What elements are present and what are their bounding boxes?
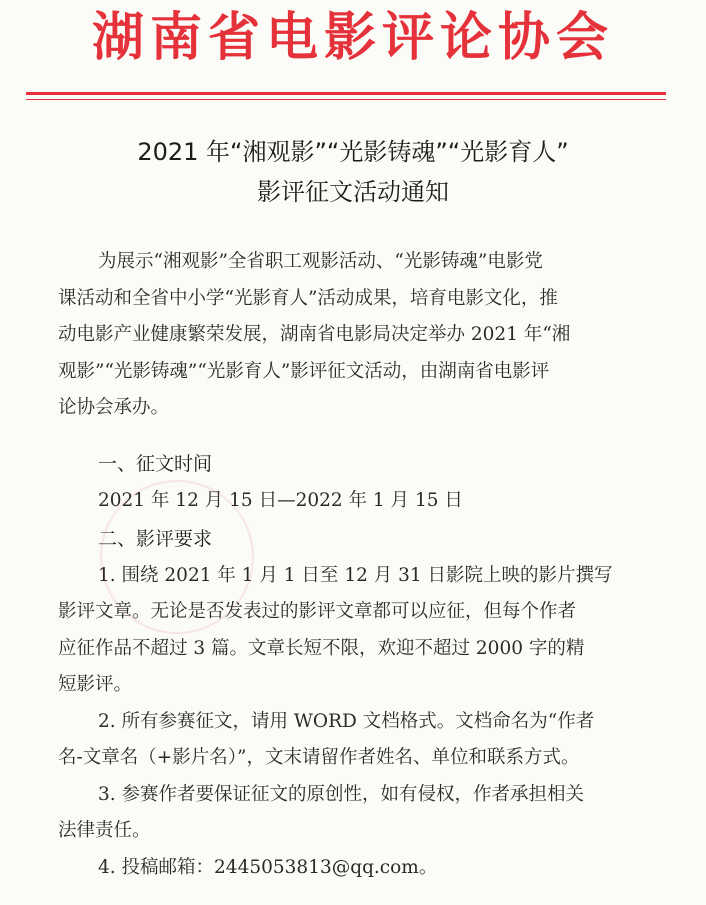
requirement-item2-line: 名-文章名（+影片名）”，文末请留作者姓名、单位和联系方式。 [58,747,580,768]
section-time-content: 2021 年 12 月 15 日—2022 年 1 月 15 日 [98,489,463,511]
document-title-line2: 影评征文活动通知 [257,178,449,206]
requirement-item2-line: 2. 所有参赛征文，请用 WORD 文档格式。文档命名为“作者 [98,710,595,732]
intro-line: 动电影产业健康繁荣发展，湖南省电影局决定举办 2021 年“湘 [58,324,571,345]
requirement-item1-line: 短影评。 [58,674,133,695]
letterhead-title: 湖南省电影评论协会 [91,8,614,68]
letterhead-rule-thin [26,99,666,100]
intro-line: 观影”“光影铸魂”“光影育人”影评征文活动，由湖南省电影评 [58,360,550,382]
section-requirements [58,521,658,886]
requirement-item3-line: 法律责任。 [58,820,151,841]
intro-line: 为展示“湘观影”全省职工观影活动、“光影铸魂”电影党 [98,251,543,272]
requirement-item4-email: 4. 投稿邮箱：2445053813@qq.com。 [98,856,438,878]
requirement-item1-line: 应征作品不超过 3 篇。文章长短不限，欢迎不超过 2000 字的精 [58,637,585,659]
intro-line: 论协会承办。 [58,397,170,418]
requirement-item1-line: 1. 围绕 2021 年 1 月 1 日至 12 月 31 日影院上映的影片撰写 [98,564,613,586]
intro-paragraph [58,244,658,427]
section-time [58,446,658,519]
intro-line: 课活动和全省中小学“光影育人”活动成果，培育电影文化，推 [58,287,558,309]
document-title-line1: 2021 年“湘观影”“光影铸魂”“光影育人” [137,138,569,166]
section-heading-requirements: 二、影评要求 [98,528,213,550]
letterhead-rule-thick [26,92,666,95]
requirement-item3-line: 3. 参赛作者要保证征文的原创性，如有侵权，作者承担相关 [98,783,585,805]
requirement-item1-line: 影评文章。无论是否发表过的影评文章都可以应征，但每个作者 [58,601,577,622]
section-heading-time: 一、征文时间 [98,453,213,475]
